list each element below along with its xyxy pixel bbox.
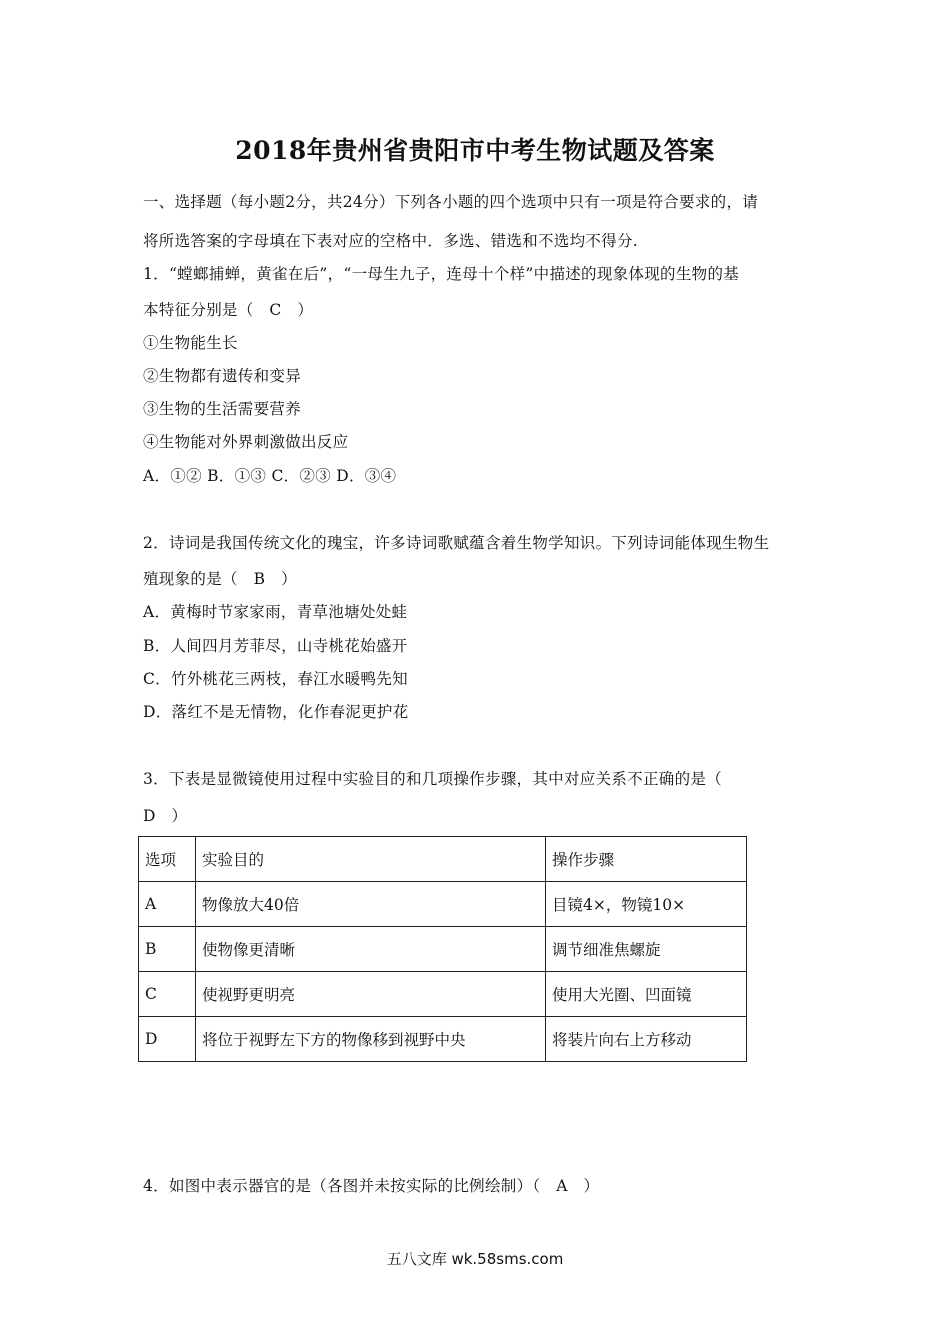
table-row [139,1017,747,1062]
table-cell: 将装片向右上方移动 [546,1017,747,1062]
table-row [139,882,747,927]
table-cell: D [139,1017,196,1062]
q1-statement-3: ③生物的生活需要营养 [143,400,302,418]
table-cell: C [139,972,196,1017]
table-cell: 物像放大40倍 [196,882,546,927]
intro-line-2: 将所选答案的字母填在下表对应的空格中．多选、错选和不选均不得分. [143,232,639,250]
table-header-row [139,837,747,882]
q2-stem-line-1: 2．诗词是我国传统文化的瑰宝，许多诗词歌赋蕴含着生物学知识。下列诗词能体现生物生 [143,534,770,552]
table-row [139,927,747,972]
table-cell: B [139,927,196,972]
table-cell: A [139,882,196,927]
table-header-cell: 操作步骤 [546,837,747,882]
q1-statement-2: ②生物都有遗传和变异 [143,367,302,385]
q1-options: A．①② B．①③ C．②③ D．③④ [143,467,397,485]
q2-stem-line-2: 殖现象的是（ B ） [143,570,297,588]
table-header-cell: 实验目的 [196,837,546,882]
table-cell: 使用大光圈、凹面镜 [546,972,747,1017]
q1-statement-1: ①生物能生长 [143,334,238,352]
q2-option-b: B．人间四月芳菲尽，山寺桃花始盛开 [143,637,408,655]
table-row [139,972,747,1017]
q3-stem-line-2: D ） [143,807,188,825]
q2-option-a: A．黄梅时节家家雨，青草池塘处处蛙 [143,603,408,621]
q2-option-d: D．落红不是无情物，化作春泥更护花 [143,703,409,721]
microscope-table [138,836,747,1062]
q4-stem: 4．如图中表示器官的是（各图并未按实际的比例绘制）（ A ） [143,1177,600,1195]
q3-stem-line-1: 3．下表是显微镜使用过程中实验目的和几项操作步骤，其中对应关系不正确的是（ [143,770,722,788]
table-cell: 目镜4×，物镜10× [546,882,747,927]
q1-stem-line-2: 本特征分别是（ C ） [143,301,314,319]
table-cell: 调节细准焦螺旋 [546,927,747,972]
q1-stem-line-1: 1．“螳螂捕蝉，黄雀在后”，“一母生九子，连母十个样”中描述的现象体现的生物的基 [143,265,740,283]
table-cell: 使视野更明亮 [196,972,546,1017]
q2-option-c: C．竹外桃花三两枝，春江水暖鸭先知 [143,670,408,688]
page-title: 2018年贵州省贵阳市中考生物试题及答案 [235,136,715,165]
table-cell: 将位于视野左下方的物像移到视野中央 [196,1017,546,1062]
footer-watermark: 五八文库 wk.58sms.com [386,1250,564,1268]
table-header-cell: 选项 [139,837,196,882]
table-cell: 使物像更清晰 [196,927,546,972]
q1-statement-4: ④生物能对外界刺激做出反应 [143,433,349,451]
intro-line-1: 一、选择题（每小题2分，共24分）下列各小题的四个选项中只有一项是符合要求的，请 [143,193,759,211]
